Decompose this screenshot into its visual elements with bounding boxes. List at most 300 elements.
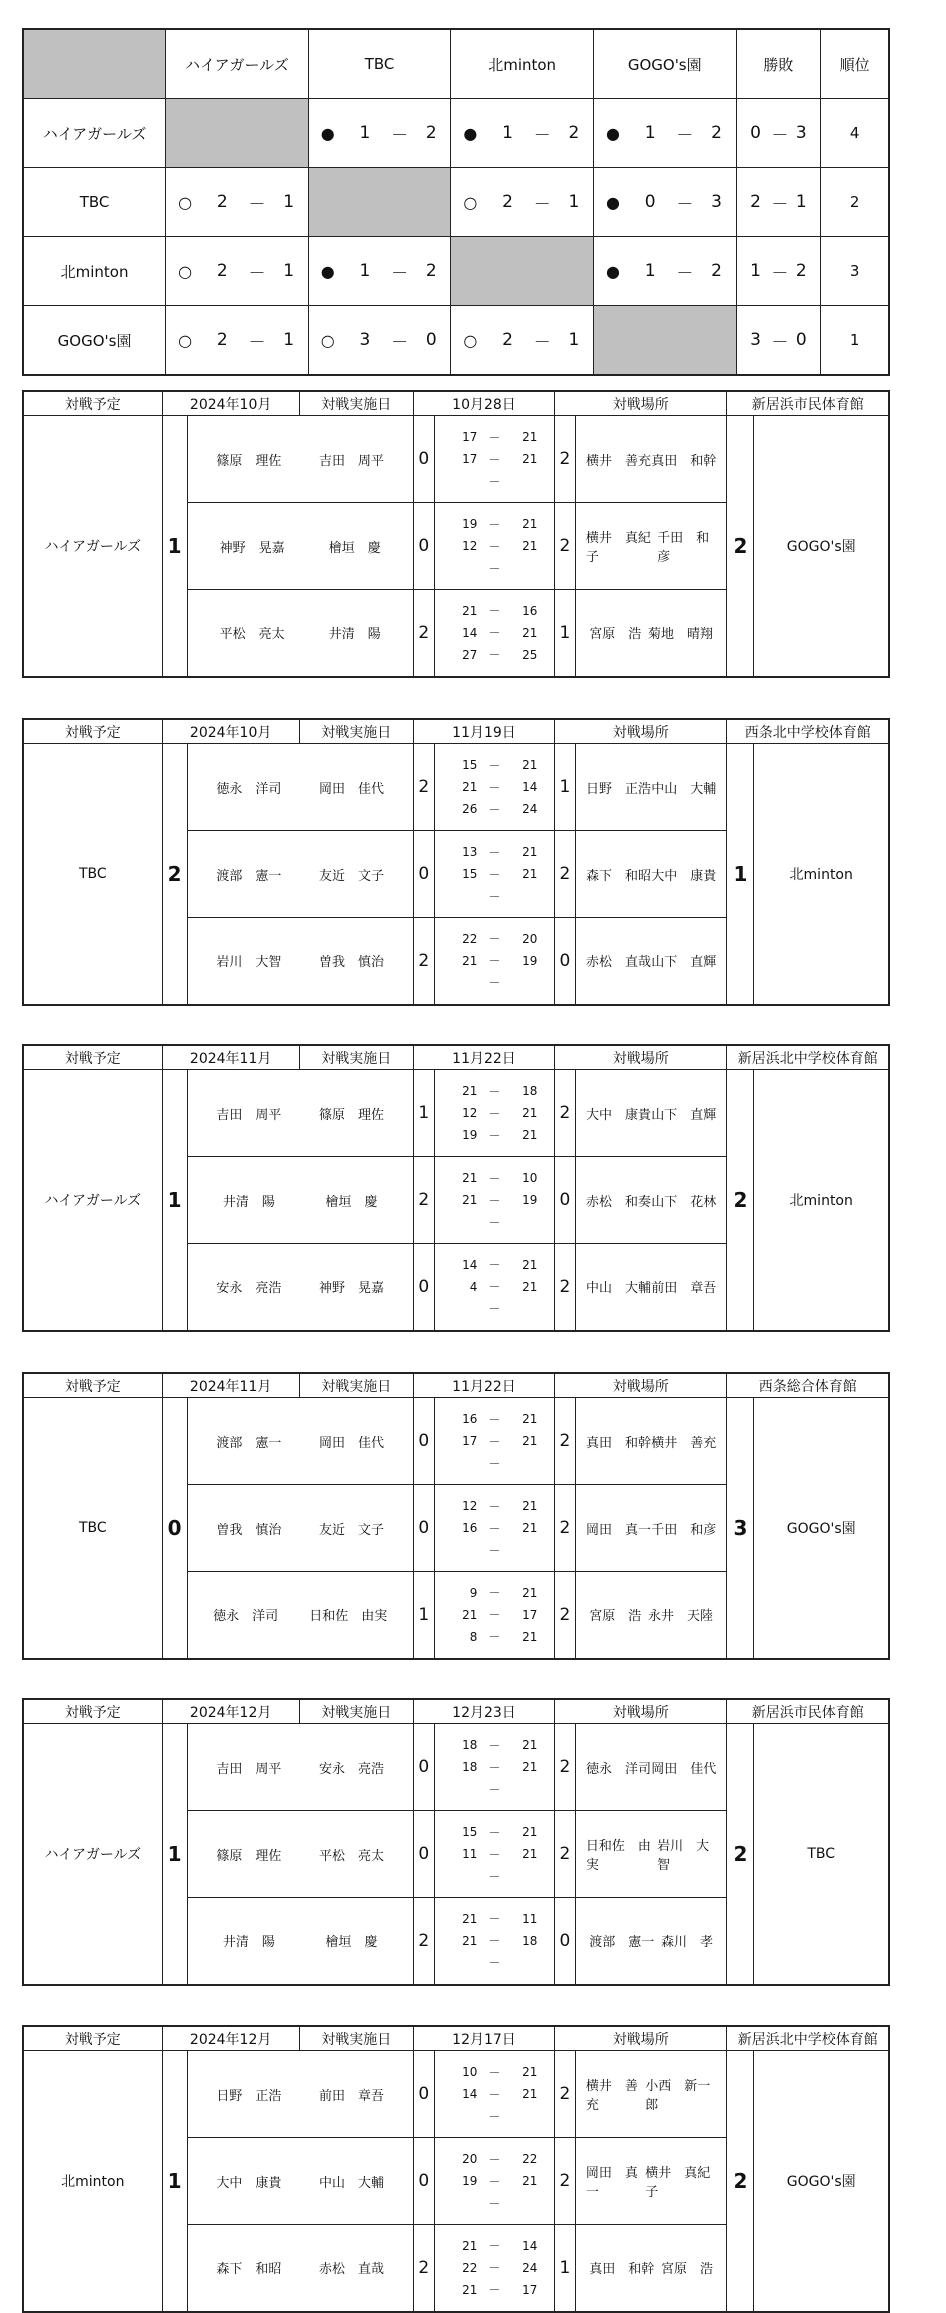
result-b: 2 [711,123,722,143]
team-a-pair [187,1157,413,1244]
date-label: 対戦実施日 [299,1045,413,1070]
game-score-a: 21 [462,603,478,618]
player-name: 赤松 直哉 [319,2262,385,2278]
player-name: 檜垣 慶 [325,1935,378,1951]
pair-names [576,951,727,970]
pair-b-games-won: 2 [555,2051,576,2138]
team-b-total: 2 [727,2051,754,2312]
game-score-b: 19 [522,1193,538,1207]
player-name: 前田 章吾 [651,1281,717,1297]
player-name: 山下 直輝 [651,955,717,971]
game-score-b: 21 [522,2174,538,2188]
result-score [594,259,736,284]
pair-a-games-won: 2 [413,744,434,831]
game-score-list [435,1250,554,1324]
standings-result-cell [451,306,594,376]
player-name: 吉田 周平 [216,1761,282,1777]
pair-names [576,865,727,884]
game-score-list [435,1163,554,1237]
match-venue: 新居浜市民体育館 [727,391,889,416]
game-score [435,1756,554,1778]
game-score [435,1778,554,1800]
match-card [22,2025,890,2313]
dash: － [533,194,551,215]
player-name: 永井 天陸 [648,1609,714,1625]
game-score-a: 21 [462,1607,478,1622]
game-score-a: 19 [462,2174,478,2188]
game-score-a: 21 [462,953,478,968]
standings-team-name: 北minton [23,237,166,306]
player-name: 横井 善充 [585,2079,638,2113]
dash: － [488,1543,501,1558]
pair-names [188,951,413,970]
game-scores [434,1898,554,1985]
dash: － [488,561,501,576]
game-score-b: 14 [522,2238,538,2253]
dash: － [488,1215,501,1230]
result-mark: ● [320,261,335,281]
dash: － [488,1106,501,1121]
match-card [22,390,890,678]
team-a-pair [187,744,413,831]
standings-self-cell [451,237,594,306]
dash: － [488,1171,501,1186]
dash: － [488,2196,501,2211]
game-score-a: 10 [462,2065,478,2079]
standings-self-cell [308,168,451,237]
pair-a-games-won: 2 [413,1157,434,1244]
game-score-list [435,2057,554,2131]
team-a-pair [187,2138,413,2225]
game-score-list [435,1904,554,1978]
pair-b-games-won: 2 [555,2138,576,2225]
match-venue: 新居浜北中学校体育館 [727,1045,889,1070]
game-score-b: 21 [522,1499,538,1513]
standings-table [22,28,890,376]
pair-names [188,1931,413,1950]
player-name: 平松 亮太 [319,1848,385,1864]
player-name: 中山 大輔 [585,1281,651,1297]
plan-label: 対戦予定 [23,719,162,744]
game-score [435,2170,554,2192]
dash: － [676,263,694,284]
standings-team-name: ハイアガールズ [23,99,166,168]
team-b-pair [575,1898,727,1985]
pair-a-games-won: 0 [413,2051,434,2138]
result-a: 2 [502,192,513,212]
standings-result-cell [593,168,736,237]
game-scores [434,831,554,918]
game-score-a: 22 [462,2260,478,2275]
game-score [435,950,554,972]
dash: － [488,2174,501,2189]
result-mark: ○ [463,192,478,212]
result-mark: ○ [178,192,193,212]
game-score [435,2061,554,2083]
game-score [435,535,554,557]
player-name: 真田 和幹 [585,1435,651,1451]
team-b-name: 北minton [754,1070,889,1331]
dash: － [488,1825,501,1840]
game-score-list [435,750,554,824]
player-name: 森下 和昭 [216,2262,282,2278]
standings-rank: 1 [821,306,889,376]
game-score [435,1582,554,1604]
game-score-a: 14 [462,1257,478,1272]
team-a-pair [187,1398,413,1485]
pair-b-games-won: 0 [555,918,576,1005]
team-b-pair [575,590,727,677]
game-score-list [435,924,554,998]
match-date: 11月22日 [413,1373,554,1398]
team-b-total: 3 [727,1398,754,1659]
result-score [594,190,736,215]
win-loss-score [737,259,821,284]
pair-names [188,1758,413,1777]
player-name: 菊地 晴翔 [648,627,714,643]
result-score [309,259,451,284]
match-header-row [23,1699,889,1724]
result-a: 1 [502,123,513,143]
pair-b-games-won: 2 [555,1572,576,1659]
game-scores [434,1070,554,1157]
dash: － [488,1084,501,1099]
game-score-a: 21 [462,1084,478,1098]
game-scores [434,1724,554,1811]
result-score [451,328,593,353]
standings-self-cell [166,99,309,168]
team-a-name: TBC [23,1398,162,1659]
standings-result-cell [166,168,309,237]
player-name: 宮原 浩 [661,2262,714,2278]
player-name: 渡部 憲一 [216,1435,282,1451]
player-name: 大中 康貴 [585,1107,651,1123]
game-scores [434,1398,554,1485]
result-mark: ● [605,261,620,281]
standings-win-loss [736,306,821,376]
dash: － [488,452,501,467]
game-score-list [435,1491,554,1565]
team-b-pair [575,503,727,590]
match-date: 11月19日 [413,719,554,744]
match-venue: 新居浜北中学校体育館 [727,2026,889,2051]
game-score-b: 18 [522,1084,538,1098]
player-name: 徳永 洋司 [585,1761,651,1777]
dash: － [488,2065,501,2080]
dash: － [488,1456,501,1471]
team-b-pair [575,744,727,831]
result-mark: ○ [178,261,193,281]
standings-result-cell [451,168,594,237]
pair-b-games-won: 0 [555,1157,576,1244]
standings-result-cell [593,237,736,306]
game-score [435,1734,554,1756]
standings-result-cell [308,237,451,306]
game-score [435,1124,554,1146]
date-label: 対戦実施日 [299,1699,413,1724]
game-score [435,1930,554,1952]
result-score [166,328,308,353]
result-b: 1 [568,192,580,212]
dash: － [488,1847,501,1862]
game-score-a: 27 [462,647,478,662]
standings-rank: 2 [821,168,889,237]
team-b-pair [575,2225,727,2312]
result-b: 2 [425,123,437,143]
player-name: 曽我 慎治 [319,955,385,971]
match-month: 2024年12月 [162,2026,299,2051]
match-row [23,1398,889,1485]
team-a-name: ハイアガールズ [23,1070,162,1331]
pair-names [576,2162,727,2200]
player-name: 神野 晃嘉 [219,540,285,556]
game-scores [434,2225,554,2312]
game-score [435,513,554,535]
player-name: 渡部 憲一 [216,868,282,884]
player-name: 友近 文子 [319,868,385,884]
plan-label: 対戦予定 [23,2026,162,2051]
dash: － [488,648,501,663]
pair-a-games-won: 0 [413,2138,434,2225]
game-score-b: 21 [522,1128,538,1142]
wins: 3 [750,330,761,350]
game-score [435,1430,554,1452]
game-score [435,1865,554,1887]
dash: － [488,474,501,489]
team-b-pair [575,1724,727,1811]
dash: － [533,125,551,146]
standings-team-name: TBC [23,168,166,237]
game-score-b: 21 [522,1629,538,1644]
pair-b-games-won: 1 [555,744,576,831]
pair-names [188,1104,413,1123]
dash: － [771,125,789,146]
venue-label: 対戦場所 [555,391,727,416]
dash: － [248,332,266,353]
standings-header: ハイアガールズ [166,29,309,99]
match-card [22,1372,890,1660]
match-row [23,2051,889,2138]
pair-b-games-won: 2 [555,1070,576,1157]
game-score-b: 16 [522,603,538,618]
game-score [435,622,554,644]
team-a-pair [187,1485,413,1572]
player-name: 日野 正浩 [585,781,651,797]
player-name: 赤松 和奏 [585,1194,651,1210]
match-card [22,718,890,1006]
pair-names [576,1931,727,1950]
player-name: 岩川 大智 [657,1839,710,1873]
win-loss-score [737,328,821,353]
standings-self-cell [593,306,736,376]
team-b-pair [575,1572,727,1659]
game-score-a: 21 [462,780,478,794]
player-name: 吉田 周平 [319,453,385,469]
result-b: 2 [425,261,437,281]
game-score-a: 9 [469,1585,478,1600]
dash: － [488,2283,501,2298]
player-name: 篠原 理佐 [216,453,282,469]
result-b: 1 [568,330,580,350]
player-name: 横井 善充 [585,453,651,469]
plan-label: 対戦予定 [23,1699,162,1724]
game-score-b: 21 [522,2065,538,2079]
dash: － [488,1193,501,1208]
result-mark: ● [605,192,620,212]
standings-win-loss [736,168,821,237]
result-score [451,121,593,146]
result-b: 1 [283,330,295,350]
standings-header: GOGO's園 [593,29,736,99]
result-mark: ● [463,123,478,143]
pair-b-games-won: 2 [555,416,576,503]
match-month: 2024年11月 [162,1373,299,1398]
match-header-row [23,1373,889,1398]
pair-names [188,865,413,884]
team-a-pair [187,590,413,677]
dash: － [488,1280,501,1295]
dash: － [488,1869,501,1884]
standings-result-cell [593,99,736,168]
pair-a-games-won: 0 [413,1811,434,1898]
result-a: 1 [359,261,371,281]
team-b-total: 2 [727,1070,754,1331]
pair-b-games-won: 0 [555,1898,576,1985]
plan-label: 対戦予定 [23,1373,162,1398]
dash: － [488,430,501,445]
game-score-b: 21 [522,1434,538,1448]
player-name: 横井 真紀子 [585,531,651,565]
pair-names [188,1605,413,1624]
pair-b-games-won: 2 [555,1485,576,1572]
match-row [23,1724,889,1811]
game-score-list [435,2144,554,2218]
wins: 0 [750,123,761,143]
team-a-pair [187,2225,413,2312]
match-row [23,1070,889,1157]
pair-a-games-won: 2 [413,590,434,677]
game-score-a: 8 [469,1629,478,1644]
win-loss-score [737,190,821,215]
pair-names [188,1191,413,1210]
player-name: 井清 陽 [328,627,381,643]
date-label: 対戦実施日 [299,1373,413,1398]
game-score [435,1189,554,1211]
player-name: 岩川 大智 [216,955,282,971]
player-name: 篠原 理佐 [216,1848,282,1864]
game-score-list [435,1730,554,1804]
game-score-b: 21 [522,758,538,772]
pair-a-games-won: 1 [413,1572,434,1659]
player-name: 中山 大輔 [319,2175,385,2191]
pair-a-games-won: 2 [413,1898,434,1985]
player-name: 神野 晃嘉 [319,1281,385,1297]
dash: － [488,1630,501,1645]
date-label: 対戦実施日 [299,391,413,416]
team-a-pair [187,416,413,503]
result-a: 1 [644,123,656,143]
player-name: 大中 康貴 [651,868,717,884]
match-date: 12月23日 [413,1699,554,1724]
match-month: 2024年11月 [162,1045,299,1070]
game-score [435,1495,554,1517]
team-b-pair [575,918,727,1005]
pair-b-games-won: 2 [555,1724,576,1811]
result-score [166,190,308,215]
standings-header: 北minton [451,29,594,99]
game-score-b: 21 [522,1257,538,1272]
dash: － [488,1782,501,1797]
standings-rank: 4 [821,99,889,168]
dash: － [771,263,789,284]
game-score [435,798,554,820]
player-name: 日和佐 由実 [585,1839,651,1873]
game-score-b: 21 [522,1279,538,1294]
game-score-list [435,2231,554,2305]
player-name: 岡田 真一 [585,2166,638,2200]
pair-a-games-won: 0 [413,503,434,590]
team-a-total: 1 [162,416,187,677]
pair-b-games-won: 2 [555,1398,576,1485]
pair-names [188,1845,413,1864]
match-date: 12月17日 [413,2026,554,2051]
result-a: 2 [216,261,228,281]
pair-a-games-won: 0 [413,416,434,503]
result-a: 2 [216,330,228,350]
match-header-row [23,719,889,744]
game-score [435,1167,554,1189]
game-score-a: 21 [462,1193,478,1207]
player-name: 前田 章吾 [319,2088,385,2104]
match-row [23,744,889,831]
match-date: 10月28日 [413,391,554,416]
dash: － [391,125,409,146]
player-name: 篠原 理佐 [319,1107,385,1123]
game-score-b: 21 [522,1412,538,1426]
pair-names [188,2258,413,2277]
game-score-a: 17 [462,430,478,444]
dash: － [488,1934,501,1949]
game-score-b: 21 [522,1847,538,1861]
player-name: 岡田 佳代 [319,781,385,797]
pair-b-games-won: 2 [555,1244,576,1331]
game-score-b: 17 [522,1607,538,1622]
dash: － [488,976,501,991]
dash: － [488,1499,501,1514]
player-name: 安永 亮浩 [319,1761,385,1777]
pair-names [188,2172,413,2191]
game-score [435,1452,554,1474]
standings-header: TBC [308,29,451,99]
team-a-name: 北minton [23,2051,162,2312]
player-name: 千田 和彦 [657,531,710,565]
match-venue: 西条北中学校体育館 [727,719,889,744]
player-name: 森川 孝 [661,1935,714,1951]
game-score-b: 21 [522,2087,538,2101]
game-score-a: 15 [462,1825,478,1839]
team-b-pair [575,2138,727,2225]
team-a-pair [187,1724,413,1811]
game-score [435,2279,554,2301]
player-name: 真田 和幹 [589,2262,655,2278]
dash: － [533,332,551,353]
game-score-b: 21 [522,539,538,553]
dash: － [488,1258,501,1273]
standings-row [23,99,889,168]
player-name: 平松 亮太 [219,627,285,643]
pair-names [188,623,413,642]
match-card [22,1698,890,1986]
